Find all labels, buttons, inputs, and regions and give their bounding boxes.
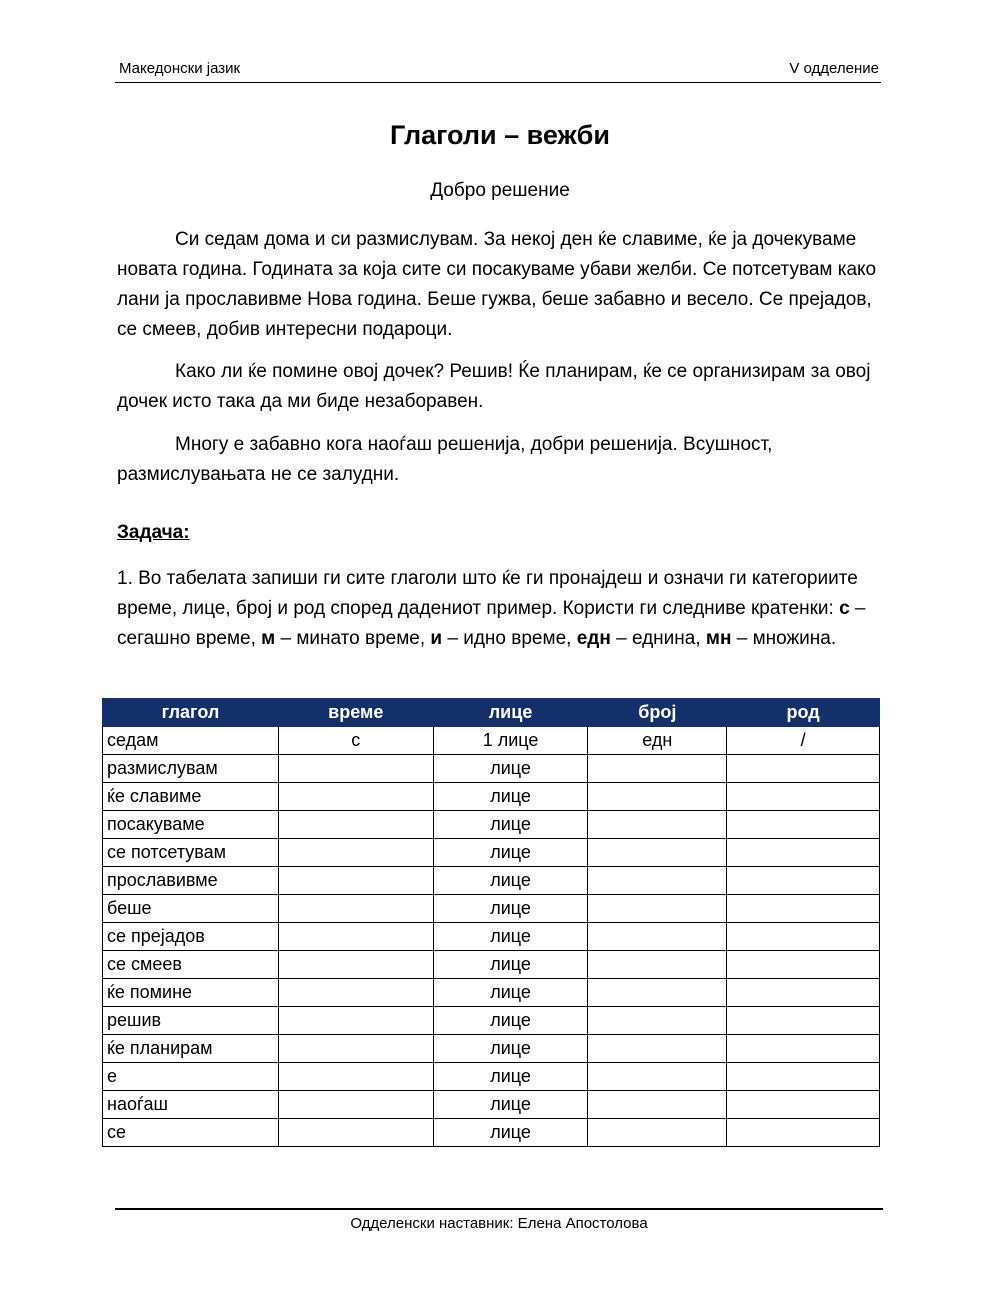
verb-cell: се смеев [103, 951, 279, 979]
gender-cell[interactable] [727, 867, 880, 895]
task-instructions [117, 564, 887, 654]
tense-cell: с [278, 727, 433, 755]
abbr-desc-future: – идно време, [447, 628, 572, 649]
tense-cell[interactable] [278, 923, 433, 951]
abbr-desc-plural: – множина. [736, 628, 837, 649]
person-cell: 1 лице [433, 727, 588, 755]
table-body [103, 727, 880, 1147]
abbr-key-singular: едн [576, 628, 611, 649]
gender-cell[interactable] [727, 951, 880, 979]
verb-cell: прославивме [103, 867, 279, 895]
table-row [103, 783, 880, 811]
tense-cell[interactable] [278, 867, 433, 895]
story-title: Добро решение [430, 180, 570, 201]
person-cell: лице [433, 951, 588, 979]
page-footer: Одделенски наставник: Елена Апостолова [115, 1208, 883, 1232]
person-cell: лице [433, 1119, 588, 1147]
table-row [103, 1063, 880, 1091]
abbr-desc-past: – минато време, [280, 628, 426, 649]
task-intro: 1. Во табелата запиши ги сите глаголи што ќе ги пронајдеш и означи ги категориите време, лице, број и род според дадениот пример. Користи ги следниве кратенки: [117, 568, 858, 619]
verb-cell: седам [103, 727, 279, 755]
person-cell: лице [433, 979, 588, 1007]
verb-cell: ќе помине [103, 979, 279, 1007]
number-cell[interactable] [588, 811, 727, 839]
table-row [103, 839, 880, 867]
number-cell[interactable] [588, 1063, 727, 1091]
person-cell: лице [433, 1063, 588, 1091]
number-cell[interactable] [588, 923, 727, 951]
story-paragraph-1: Си седам дома и си размислувам. За некој ден ќе славиме, ќе ја дочекуваме новата година. Годината за која сите си посакуваме убави желби. Се потсетувам како лани ја прославивме Нова година. Беше гужва, беше забавно и весело. Се прејадов, се смеев, добив интересни подароци. [117, 229, 877, 340]
number-cell[interactable] [588, 867, 727, 895]
table-row [103, 1035, 880, 1063]
header-gender: род [727, 699, 880, 727]
tense-cell[interactable] [278, 755, 433, 783]
gender-cell[interactable] [727, 1091, 880, 1119]
tense-cell[interactable] [278, 1007, 433, 1035]
number-cell[interactable] [588, 839, 727, 867]
table-row [103, 1119, 880, 1147]
verb-cell: ќе планирам [103, 1035, 279, 1063]
gender-cell[interactable] [727, 895, 880, 923]
table-row [103, 951, 880, 979]
person-cell: лице [433, 1035, 588, 1063]
person-cell: лице [433, 839, 588, 867]
header-number: број [588, 699, 727, 727]
person-cell: лице [433, 755, 588, 783]
person-cell: лице [433, 1091, 588, 1119]
table-row [103, 895, 880, 923]
tense-cell[interactable] [278, 1091, 433, 1119]
tense-cell[interactable] [278, 811, 433, 839]
verb-cell: се потсетувам [103, 839, 279, 867]
gender-cell[interactable] [727, 1063, 880, 1091]
tense-cell[interactable] [278, 783, 433, 811]
verb-cell: размислувам [103, 755, 279, 783]
verb-cell: се [103, 1119, 279, 1147]
task-heading: Задача: [117, 522, 190, 543]
person-cell: лице [433, 895, 588, 923]
gender-cell[interactable] [727, 755, 880, 783]
subject-label: Македонски јазик [119, 60, 241, 77]
gender-cell[interactable] [727, 811, 880, 839]
page-title: Глаголи – вежби [390, 120, 610, 150]
person-cell: лице [433, 783, 588, 811]
tense-cell[interactable] [278, 1063, 433, 1091]
verb-cell: се прејадов [103, 923, 279, 951]
tense-cell[interactable] [278, 1035, 433, 1063]
number-cell[interactable] [588, 951, 727, 979]
gender-cell[interactable] [727, 923, 880, 951]
gender-cell: / [727, 727, 880, 755]
verb-cell: е [103, 1063, 279, 1091]
grade-label: V одделение [789, 60, 879, 77]
verb-cell: наоѓаш [103, 1091, 279, 1119]
table-row [103, 979, 880, 1007]
number-cell[interactable] [588, 979, 727, 1007]
table-row [103, 727, 880, 755]
header-verb: глагол [103, 699, 279, 727]
verb-cell: решив [103, 1007, 279, 1035]
gender-cell[interactable] [727, 979, 880, 1007]
table-header-row [103, 699, 880, 727]
verb-cell: беше [103, 895, 279, 923]
gender-cell[interactable] [727, 1035, 880, 1063]
header-person: лице [433, 699, 588, 727]
abbr-desc-present: – сегашно време, [117, 598, 866, 649]
number-cell: едн [588, 727, 727, 755]
abbr-desc-singular: – еднина, [616, 628, 701, 649]
person-cell: лице [433, 1007, 588, 1035]
table-row [103, 1091, 880, 1119]
tense-cell[interactable] [278, 1119, 433, 1147]
gender-cell[interactable] [727, 1007, 880, 1035]
number-cell[interactable] [588, 1035, 727, 1063]
verb-cell: ќе славиме [103, 783, 279, 811]
verb-cell: посакуваме [103, 811, 279, 839]
abbr-key-plural: мн [705, 628, 732, 649]
abbr-key-past: м [261, 628, 276, 649]
gender-cell[interactable] [727, 839, 880, 867]
table-row [103, 811, 880, 839]
person-cell: лице [433, 811, 588, 839]
page-header [115, 58, 881, 83]
verbs-table [102, 698, 880, 1147]
number-cell[interactable] [588, 1119, 727, 1147]
tense-cell[interactable] [278, 979, 433, 1007]
number-cell[interactable] [588, 755, 727, 783]
person-cell: лице [433, 867, 588, 895]
abbr-key-present: с [839, 598, 850, 619]
story-paragraph-3: Многу е забавно кога наоѓаш решенија, добри решенија. Всушност, размислувањата не се залудни. [117, 434, 773, 485]
tense-cell[interactable] [278, 951, 433, 979]
number-cell[interactable] [588, 895, 727, 923]
gender-cell[interactable] [727, 783, 880, 811]
person-cell: лице [433, 923, 588, 951]
header-tense: време [278, 699, 433, 727]
abbr-key-future: и [430, 628, 443, 649]
number-cell[interactable] [588, 783, 727, 811]
gender-cell[interactable] [727, 1119, 880, 1147]
number-cell[interactable] [588, 1091, 727, 1119]
tense-cell[interactable] [278, 839, 433, 867]
tense-cell[interactable] [278, 895, 433, 923]
table-row [103, 755, 880, 783]
story-paragraph-2: Како ли ќе помине овој дочек? Решив! Ќе планирам, ќе се организирам за овој дочек исто така да ми биде незаборавен. [117, 361, 871, 412]
table-row [103, 867, 880, 895]
table-row [103, 1007, 880, 1035]
table-row [103, 923, 880, 951]
number-cell[interactable] [588, 1007, 727, 1035]
